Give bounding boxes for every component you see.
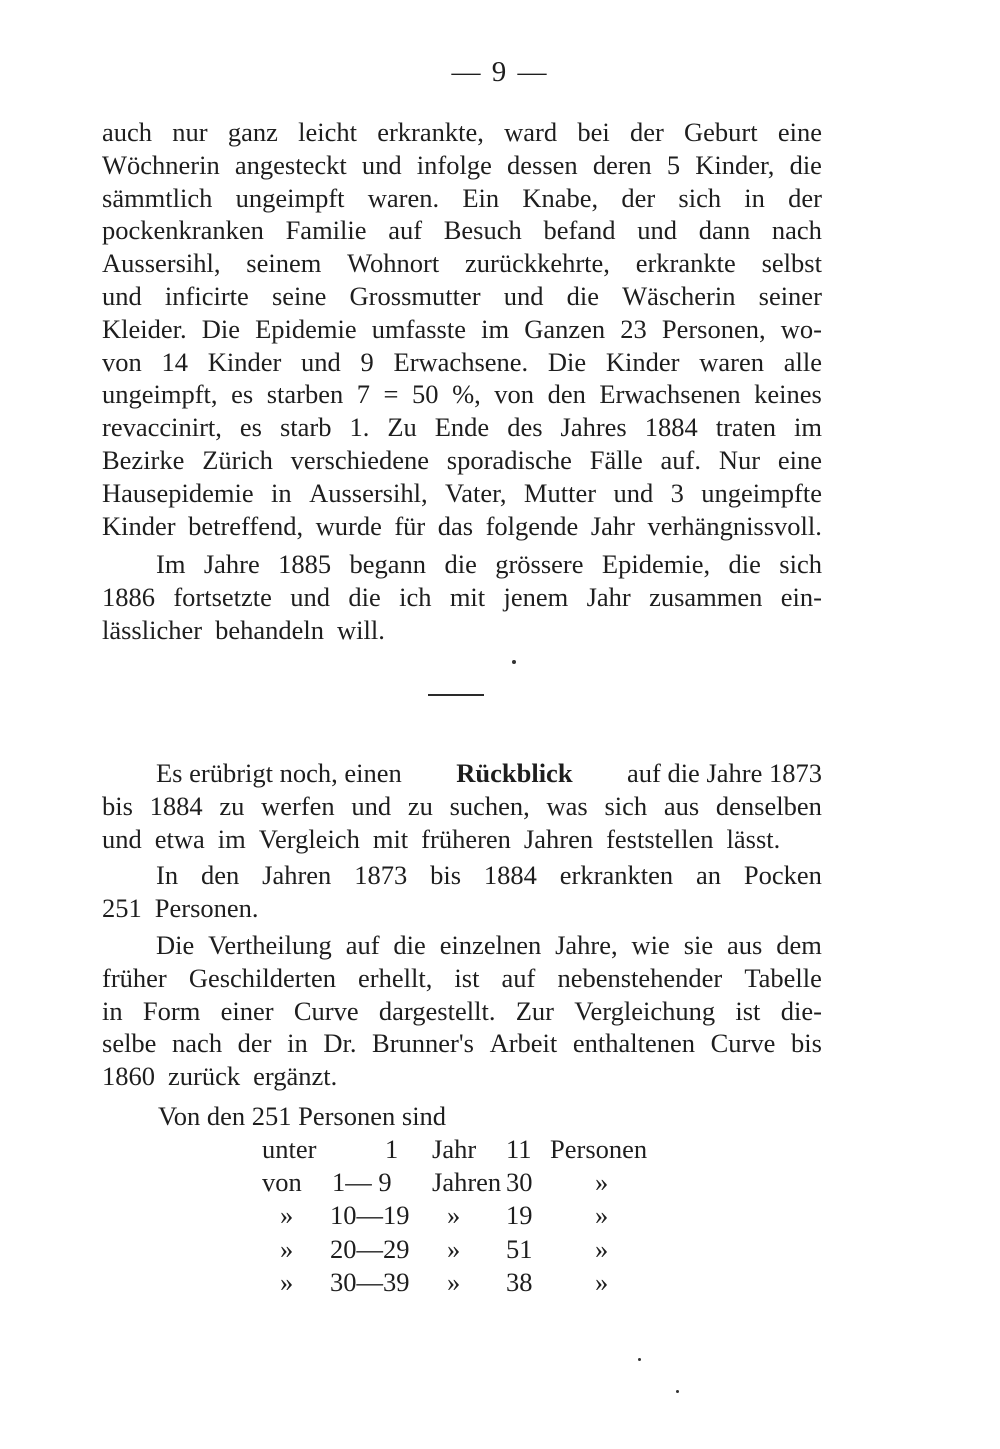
text-line xyxy=(102,346,822,379)
word: an xyxy=(696,860,722,890)
word: Curve xyxy=(710,1028,776,1059)
word: traten xyxy=(715,412,777,443)
word: waren. xyxy=(367,182,440,213)
word: denselben xyxy=(715,790,822,821)
word: 1885 xyxy=(278,549,332,579)
word: seine xyxy=(271,280,327,311)
word: Brunner's xyxy=(372,1028,474,1059)
word: von xyxy=(494,379,535,410)
paragraph-5 xyxy=(102,929,822,1093)
word: Nur xyxy=(718,444,761,475)
word: Vergleich xyxy=(258,823,360,854)
word: dann xyxy=(698,215,751,246)
word: was xyxy=(546,790,588,821)
word: Ganzen xyxy=(524,313,606,344)
word: eine xyxy=(777,117,822,147)
text-run: auf die Jahre 1873 xyxy=(626,758,822,788)
word: Jahren xyxy=(262,860,332,890)
word: und xyxy=(351,790,392,821)
word: Wöchnerin xyxy=(102,149,220,180)
word: betreffend, xyxy=(188,510,304,541)
word: begann xyxy=(349,549,427,579)
text-line xyxy=(102,859,822,892)
text-line xyxy=(102,313,822,346)
ink-speck xyxy=(512,660,516,664)
word: die xyxy=(444,549,477,579)
word: Dr. xyxy=(323,1028,357,1059)
word: auf xyxy=(388,215,423,246)
word: die- xyxy=(780,995,822,1026)
word: = xyxy=(383,379,399,410)
word: nach xyxy=(172,1028,223,1059)
word: auf xyxy=(501,962,536,993)
word: früheren xyxy=(421,823,511,854)
word: keines xyxy=(754,379,822,410)
word: dem xyxy=(776,930,822,960)
word: Personen, xyxy=(661,313,766,344)
word: Kinder, xyxy=(695,149,775,180)
word: und xyxy=(503,280,544,311)
word: die xyxy=(566,280,599,311)
word: ungeimpft, xyxy=(102,379,218,410)
word: infolge xyxy=(416,149,492,180)
table-cell-label: » xyxy=(595,1233,609,1264)
word: Erwachsene. xyxy=(393,346,529,377)
ink-speck xyxy=(638,1358,641,1361)
text-line xyxy=(102,477,822,510)
word: Vergleichung xyxy=(574,995,716,1026)
word: 1884 xyxy=(149,790,203,821)
word: erkrankte xyxy=(635,248,736,279)
word: waren xyxy=(699,346,764,377)
word: 50 xyxy=(412,379,439,410)
word: im xyxy=(217,823,246,854)
text-line xyxy=(102,149,822,182)
word: 7 xyxy=(356,379,371,410)
word: Kinder xyxy=(605,346,680,377)
table-cell-count: 30 xyxy=(506,1167,533,1198)
table-cell-count: 11 xyxy=(506,1134,532,1164)
word: Familie xyxy=(285,215,367,246)
word: bis xyxy=(102,790,133,821)
word: Aussersihl, xyxy=(309,477,428,508)
ink-speck xyxy=(676,1390,679,1393)
word: Vertheilung xyxy=(208,930,332,960)
word: sie xyxy=(683,930,714,960)
word: lässlicher xyxy=(102,614,203,645)
text-line xyxy=(102,790,822,823)
word: angesteckt xyxy=(234,149,347,180)
word: Die xyxy=(201,313,240,344)
text-line xyxy=(102,214,822,247)
word: Geschilderten xyxy=(188,962,336,993)
word: Geburt xyxy=(684,117,758,147)
word: Knabe, xyxy=(522,182,599,213)
word: 3 xyxy=(670,477,684,508)
word: Ende xyxy=(434,412,490,443)
word: inficirte xyxy=(164,280,249,311)
word: Erwachsenen xyxy=(599,379,741,410)
word: starb xyxy=(279,412,332,443)
word: ward xyxy=(504,117,558,147)
word: den xyxy=(547,379,586,410)
word: die xyxy=(789,149,822,180)
word: Aussersihl, xyxy=(102,248,221,279)
word: aus xyxy=(727,930,763,960)
word: selbst xyxy=(761,248,822,279)
text-line xyxy=(102,280,822,313)
word: der xyxy=(788,182,822,213)
word: wurde xyxy=(315,510,382,541)
word: und xyxy=(102,280,142,311)
word: Die xyxy=(156,930,195,960)
word: sämmtlich xyxy=(102,182,213,213)
word: Bezirke xyxy=(102,444,185,475)
word: auch xyxy=(102,117,153,147)
table-cell-unit: » xyxy=(447,1200,461,1231)
text-line xyxy=(102,378,822,411)
text-line xyxy=(102,548,822,581)
word: Im xyxy=(156,549,186,579)
text-line xyxy=(102,1027,822,1060)
word: folgende xyxy=(485,510,579,541)
word: ist xyxy=(735,995,761,1026)
word: Zu xyxy=(387,412,417,443)
word: grössere xyxy=(495,549,584,579)
word: Kinder xyxy=(102,510,176,541)
word: Pocken xyxy=(743,860,822,890)
word: und xyxy=(301,346,341,377)
word: dargestellt. xyxy=(378,995,496,1026)
word: dessen xyxy=(507,149,578,180)
word: 1884 xyxy=(483,860,537,890)
text-line xyxy=(102,444,822,477)
word: 23 xyxy=(620,313,647,344)
word: bis xyxy=(790,1028,822,1059)
word: und xyxy=(637,215,677,246)
word: befand xyxy=(543,215,616,246)
text-line xyxy=(102,929,822,962)
word: sporadische xyxy=(446,444,572,475)
paragraph-4 xyxy=(102,859,822,925)
word: sich xyxy=(604,790,648,821)
word: fortsetzte xyxy=(173,581,272,612)
word: Mutter xyxy=(523,477,597,508)
word: Form xyxy=(142,995,201,1026)
word: starben xyxy=(266,379,344,410)
table-cell-prefix: » xyxy=(280,1200,294,1231)
table-cell-unit: Jahr xyxy=(432,1134,477,1164)
table-cell-range: 1— 9 xyxy=(332,1167,392,1198)
paragraph-2 xyxy=(102,548,822,646)
word: aus xyxy=(663,790,700,821)
word: nur xyxy=(172,117,208,147)
word: der xyxy=(629,117,664,147)
word: bis xyxy=(430,860,462,890)
table-cell-range: 30—39 xyxy=(330,1266,410,1297)
word: in xyxy=(744,182,765,213)
word: einzelnen xyxy=(439,930,542,960)
word: selbe xyxy=(102,1028,157,1059)
text-line xyxy=(102,892,822,925)
word: zu xyxy=(407,790,433,821)
word: Arbeit xyxy=(489,1028,558,1059)
word: erhellt, xyxy=(358,962,433,993)
section-divider xyxy=(428,694,484,696)
word: auf xyxy=(345,930,380,960)
table-cell-unit: » xyxy=(447,1233,461,1264)
table-cell-prefix: » xyxy=(280,1233,294,1264)
table-cell-count: 38 xyxy=(506,1266,533,1297)
word: wie xyxy=(631,930,670,960)
word: verhängnissvoll. xyxy=(647,510,822,541)
word: Jahr xyxy=(590,510,635,541)
word: revaccinirt, xyxy=(102,412,222,443)
word: Jahre xyxy=(203,549,260,579)
word: Grossmutter xyxy=(349,280,481,311)
word: wo- xyxy=(780,313,822,344)
word: 1. xyxy=(349,412,370,443)
word: Jahres xyxy=(560,412,627,443)
word: im xyxy=(794,412,822,443)
word: pockenkranken xyxy=(102,215,264,246)
word: Die xyxy=(547,346,587,377)
text-line xyxy=(102,182,822,215)
word: Personen. xyxy=(154,892,259,923)
table-cell-unit: » xyxy=(447,1266,461,1297)
word: %, xyxy=(452,379,481,410)
word: deren xyxy=(592,149,652,180)
word: etwa xyxy=(154,823,205,854)
text-line xyxy=(102,995,822,1028)
word: zusammen xyxy=(649,581,763,612)
word: 251 xyxy=(102,892,142,923)
word: In xyxy=(156,860,179,890)
table-cell-label: Personen xyxy=(550,1134,648,1164)
table-cell-prefix: unter xyxy=(262,1134,317,1164)
word: bei xyxy=(577,117,610,147)
text-run: Es erübrigt noch, einen xyxy=(156,758,402,788)
word: 5 xyxy=(666,149,681,180)
word: 1873 xyxy=(354,860,408,890)
word: und xyxy=(290,581,331,612)
text-line xyxy=(102,1060,822,1093)
word: zurückkehrte, xyxy=(465,248,610,279)
page-number: — 9 — xyxy=(451,56,549,88)
text-line xyxy=(102,116,822,149)
table-cell-prefix: von xyxy=(262,1167,302,1198)
word: Epidemie, xyxy=(601,549,711,579)
word: leicht xyxy=(298,117,357,147)
word: der xyxy=(237,1028,272,1059)
word: verschiedene xyxy=(290,444,429,475)
word: den xyxy=(200,860,240,890)
text-line xyxy=(102,581,822,614)
word: sich xyxy=(779,549,822,579)
word: zu xyxy=(219,790,245,821)
word: einer xyxy=(220,995,274,1026)
word: in xyxy=(287,1028,308,1059)
table-cell-count: 19 xyxy=(506,1200,533,1231)
word: für xyxy=(394,510,426,541)
word: seinem xyxy=(246,248,322,279)
table-cell-label: » xyxy=(595,1200,609,1231)
word: Ein xyxy=(462,182,500,213)
word: Curve xyxy=(293,995,359,1026)
paragraph-1 xyxy=(102,116,822,542)
text-line xyxy=(102,411,822,444)
text-line xyxy=(102,962,822,995)
word: und xyxy=(361,149,402,180)
word: Hausepidemie xyxy=(102,477,254,508)
word: zurück xyxy=(168,1061,241,1092)
word: ist xyxy=(454,962,480,993)
word: nach xyxy=(771,215,822,246)
text-line xyxy=(102,757,822,790)
table-cell-range: 20—29 xyxy=(330,1233,410,1264)
word: in xyxy=(102,995,123,1026)
table-cell-range: 10—19 xyxy=(330,1200,410,1231)
table-cell-count: 51 xyxy=(506,1233,533,1264)
word: die xyxy=(348,581,381,612)
word: das xyxy=(437,510,474,541)
word: mit xyxy=(449,581,486,612)
word: suchen, xyxy=(449,790,530,821)
word: Vater, xyxy=(445,477,507,508)
word: ein- xyxy=(780,581,822,612)
word: ganz xyxy=(227,117,278,147)
word: im xyxy=(481,313,510,344)
word: der xyxy=(621,182,656,213)
word: seiner xyxy=(758,280,822,311)
word: alle xyxy=(783,346,822,377)
word: lässt. xyxy=(726,823,781,854)
word: mit xyxy=(372,823,409,854)
word: und xyxy=(613,477,654,508)
word: und xyxy=(102,823,142,854)
word: Kleider. xyxy=(102,313,187,344)
word: behandeln xyxy=(215,614,324,645)
word: auf. xyxy=(660,444,701,475)
table-cell-label: » xyxy=(595,1266,609,1297)
word: 9 xyxy=(360,346,374,377)
word: werfen xyxy=(261,790,335,821)
table-cell-range: 1 xyxy=(385,1134,399,1164)
word: ergänzt. xyxy=(253,1061,338,1092)
word: ungeimpfte xyxy=(701,477,822,508)
word: es xyxy=(239,412,262,443)
word: Besuch xyxy=(443,215,522,246)
word: Tabelle xyxy=(744,962,822,993)
word: 14 xyxy=(161,346,188,377)
word: ungeimpft xyxy=(235,182,345,213)
word: Wohnort xyxy=(347,248,440,279)
text-line xyxy=(102,823,822,856)
word: Wäscherin xyxy=(622,280,736,311)
text-line xyxy=(102,510,822,543)
word: ich xyxy=(399,581,432,612)
word: Fälle xyxy=(589,444,643,475)
text-line xyxy=(102,614,822,647)
paragraph-3-rest xyxy=(102,790,822,856)
word: von xyxy=(102,346,142,377)
word: es xyxy=(231,379,254,410)
word: Zur xyxy=(515,995,554,1026)
word: Jahren xyxy=(523,823,594,854)
word: früher xyxy=(102,962,167,993)
emphasis-term: Rückblick xyxy=(456,758,573,788)
table-cell-label: » xyxy=(595,1167,609,1198)
word: will. xyxy=(336,614,385,645)
word: eine xyxy=(777,444,822,475)
word: erkrankten xyxy=(559,860,674,890)
word: Epidemie xyxy=(255,313,357,344)
word: umfasste xyxy=(371,313,466,344)
word: Kinder xyxy=(207,346,282,377)
word: Jahr xyxy=(586,581,631,612)
word: nebenstehender xyxy=(557,962,723,993)
word: die xyxy=(393,930,426,960)
word: enthaltenen xyxy=(572,1028,696,1059)
word: Zürich xyxy=(202,444,273,475)
word: Jahre, xyxy=(555,930,618,960)
word: feststellen xyxy=(606,823,714,854)
word: erkrankte, xyxy=(377,117,484,147)
word: des xyxy=(507,412,543,443)
word: 1884 xyxy=(644,412,698,443)
text-line xyxy=(102,247,822,280)
word: jenem xyxy=(503,581,569,612)
table-cell-prefix: » xyxy=(280,1266,294,1297)
paragraph-3 xyxy=(102,757,822,855)
word: sich xyxy=(678,182,722,213)
word: 1860 xyxy=(102,1061,155,1092)
word: in xyxy=(271,477,292,508)
word: die xyxy=(728,549,761,579)
table-intro: Von den 251 Personen sind xyxy=(158,1101,447,1131)
table-cell-unit: Jahren xyxy=(432,1167,502,1198)
word: 1886 xyxy=(102,581,155,612)
